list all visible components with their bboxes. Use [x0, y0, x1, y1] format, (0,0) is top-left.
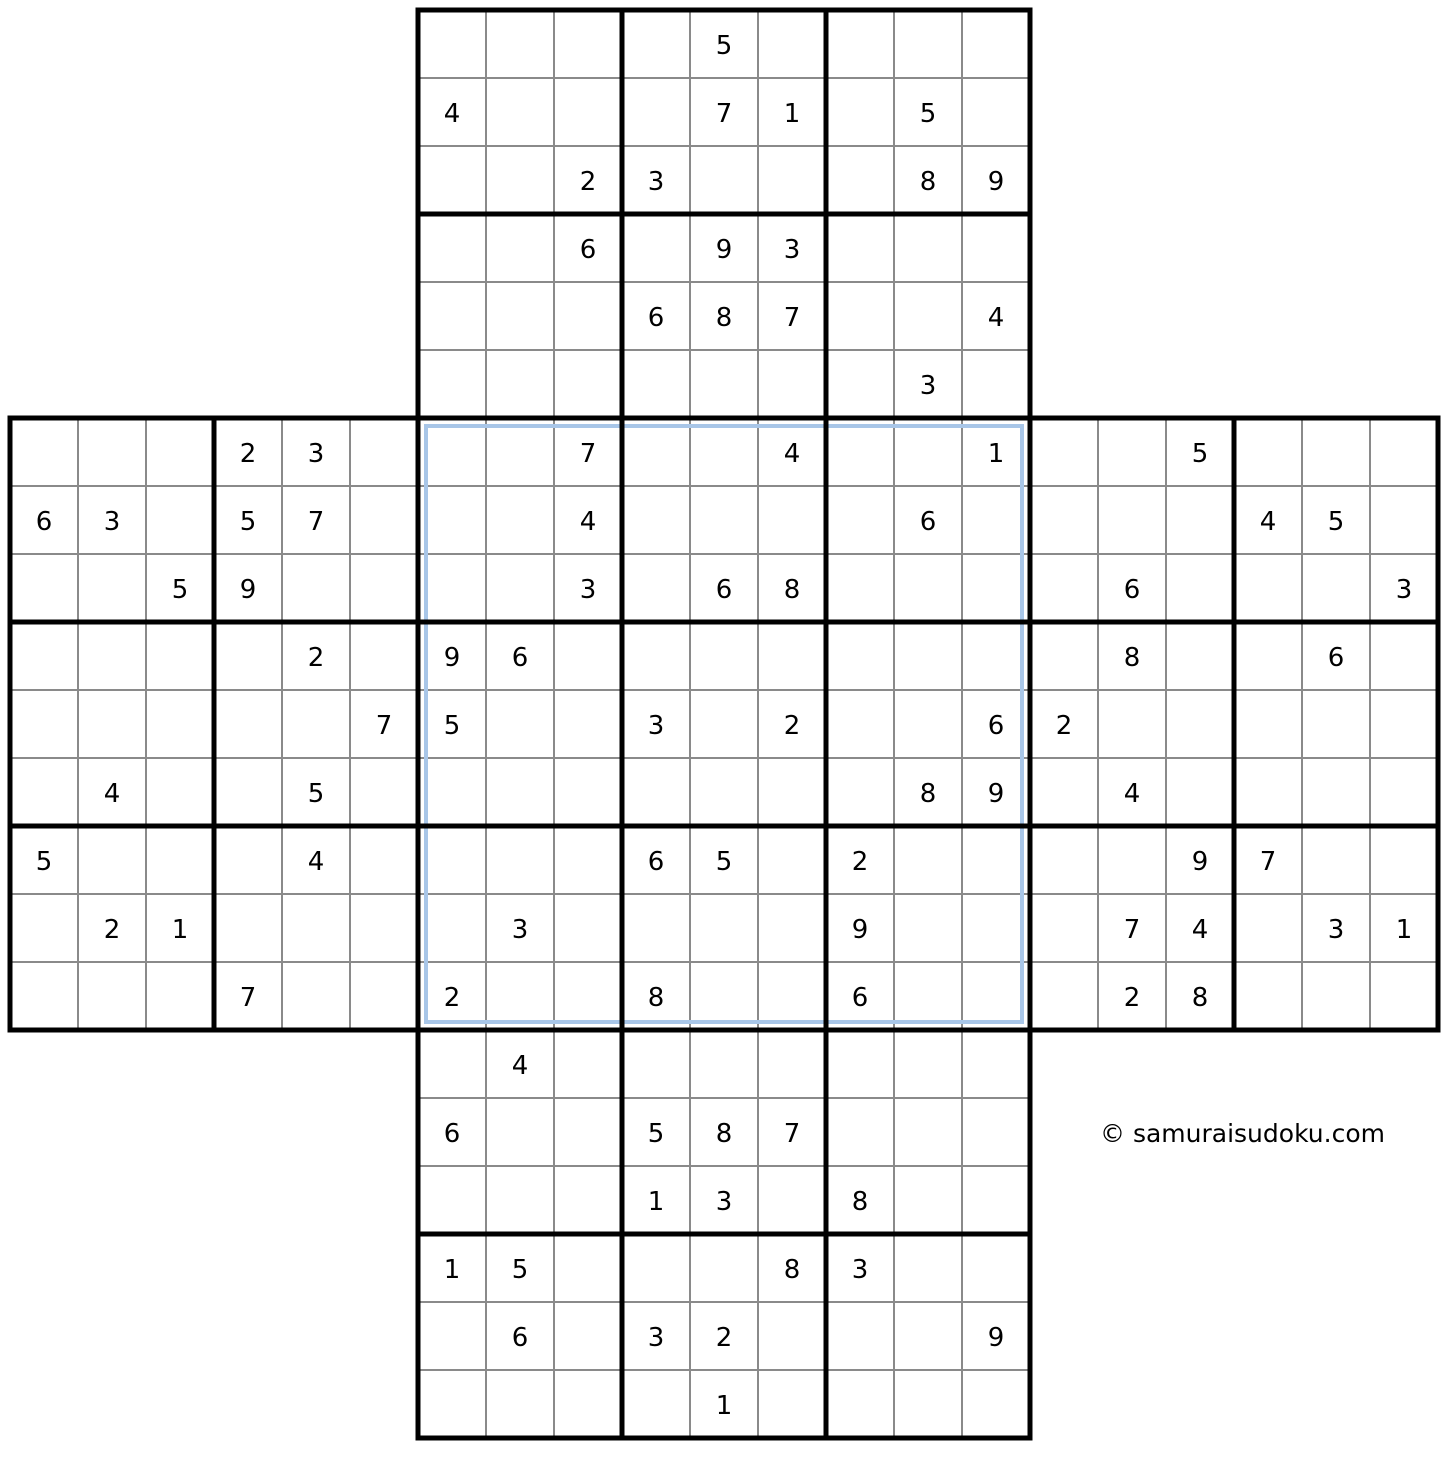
given-digit: 3 — [715, 1187, 733, 1217]
given-digit: 8 — [783, 575, 801, 605]
given-digit: 5 — [239, 507, 257, 537]
given-digit: 3 — [647, 1323, 665, 1353]
given-digit: 5 — [1327, 507, 1345, 537]
given-digit: 6 — [511, 1323, 529, 1353]
given-digit: 8 — [851, 1187, 869, 1217]
given-digit: 5 — [171, 575, 189, 605]
given-digit: 7 — [375, 711, 393, 741]
given-digit: 8 — [647, 983, 665, 1013]
given-digit: 2 — [1055, 711, 1073, 741]
given-digit: 1 — [647, 1187, 665, 1217]
given-digit: 6 — [647, 847, 665, 877]
given-digit: 6 — [35, 507, 53, 537]
given-digit: 9 — [239, 575, 257, 605]
given-digit: 8 — [1191, 983, 1209, 1013]
given-digit: 6 — [579, 235, 597, 265]
given-digit: 2 — [239, 439, 257, 469]
given-digit: 2 — [1123, 983, 1141, 1013]
given-digit: 6 — [443, 1119, 461, 1149]
given-digit: 9 — [443, 643, 461, 673]
given-digit: 7 — [715, 99, 733, 129]
given-digit: 1 — [1395, 915, 1413, 945]
given-digit: 2 — [851, 847, 869, 877]
given-digit: 1 — [171, 915, 189, 945]
given-digit: 6 — [919, 507, 937, 537]
given-digit: 7 — [783, 303, 801, 333]
given-digit: 3 — [919, 371, 937, 401]
given-digit: 3 — [647, 711, 665, 741]
given-digit: 3 — [103, 507, 121, 537]
given-digit: 2 — [579, 167, 597, 197]
given-digit: 6 — [715, 575, 733, 605]
given-digit: 5 — [919, 99, 937, 129]
given-digit: 9 — [987, 1323, 1005, 1353]
given-digit: 4 — [443, 99, 461, 129]
given-digit: 4 — [307, 847, 325, 877]
given-digit: 6 — [1327, 643, 1345, 673]
given-digit: 1 — [987, 439, 1005, 469]
given-digit: 4 — [1259, 507, 1277, 537]
given-digit: 8 — [919, 779, 937, 809]
given-digit: 4 — [987, 303, 1005, 333]
given-digit: 5 — [1191, 439, 1209, 469]
given-digit: 1 — [715, 1391, 733, 1421]
given-digit: 3 — [647, 167, 665, 197]
given-digit: 5 — [443, 711, 461, 741]
given-digit: 6 — [987, 711, 1005, 741]
given-digit: 7 — [307, 507, 325, 537]
given-digit: 8 — [715, 1119, 733, 1149]
given-digit: 7 — [579, 439, 597, 469]
given-digit: 3 — [579, 575, 597, 605]
given-digit: 5 — [647, 1119, 665, 1149]
given-digit: 2 — [307, 643, 325, 673]
given-digit: 5 — [511, 1255, 529, 1285]
given-digit: 8 — [1123, 643, 1141, 673]
given-digit: 2 — [715, 1323, 733, 1353]
given-digit: 5 — [715, 31, 733, 61]
given-digit: 7 — [239, 983, 257, 1013]
given-digit: 4 — [1123, 779, 1141, 809]
given-digit: 9 — [715, 235, 733, 265]
given-digit: 8 — [919, 167, 937, 197]
given-digit: 6 — [851, 983, 869, 1013]
given-digit: 5 — [715, 847, 733, 877]
copyright-notice: © samuraisudoku.com — [1100, 1119, 1385, 1148]
given-digit: 8 — [783, 1255, 801, 1285]
given-digit: 3 — [851, 1255, 869, 1285]
given-digit: 9 — [1191, 847, 1209, 877]
given-digit: 1 — [443, 1255, 461, 1285]
given-digit: 8 — [715, 303, 733, 333]
given-digit: 4 — [579, 507, 597, 537]
given-digit: 4 — [783, 439, 801, 469]
given-digit: 3 — [511, 915, 529, 945]
given-digit: 7 — [1259, 847, 1277, 877]
given-digit: 3 — [1327, 915, 1345, 945]
given-digit: 2 — [783, 711, 801, 741]
given-digit: 3 — [783, 235, 801, 265]
given-digit: 5 — [35, 847, 53, 877]
given-digit: 2 — [443, 983, 461, 1013]
given-digit: 9 — [851, 915, 869, 945]
given-digit: 1 — [783, 99, 801, 129]
given-digit: 7 — [1123, 915, 1141, 945]
given-digit: 4 — [103, 779, 121, 809]
given-digit: 9 — [987, 779, 1005, 809]
given-digit: 6 — [511, 643, 529, 673]
given-digit: 3 — [1395, 575, 1413, 605]
given-digit: 9 — [987, 167, 1005, 197]
given-digit: 6 — [1123, 575, 1141, 605]
given-digit: 4 — [1191, 915, 1209, 945]
given-digit: 4 — [511, 1051, 529, 1081]
given-digit: 5 — [307, 779, 325, 809]
given-digit: 7 — [783, 1119, 801, 1149]
given-digit: 3 — [307, 439, 325, 469]
given-digit: 6 — [647, 303, 665, 333]
given-digit: 2 — [103, 915, 121, 945]
